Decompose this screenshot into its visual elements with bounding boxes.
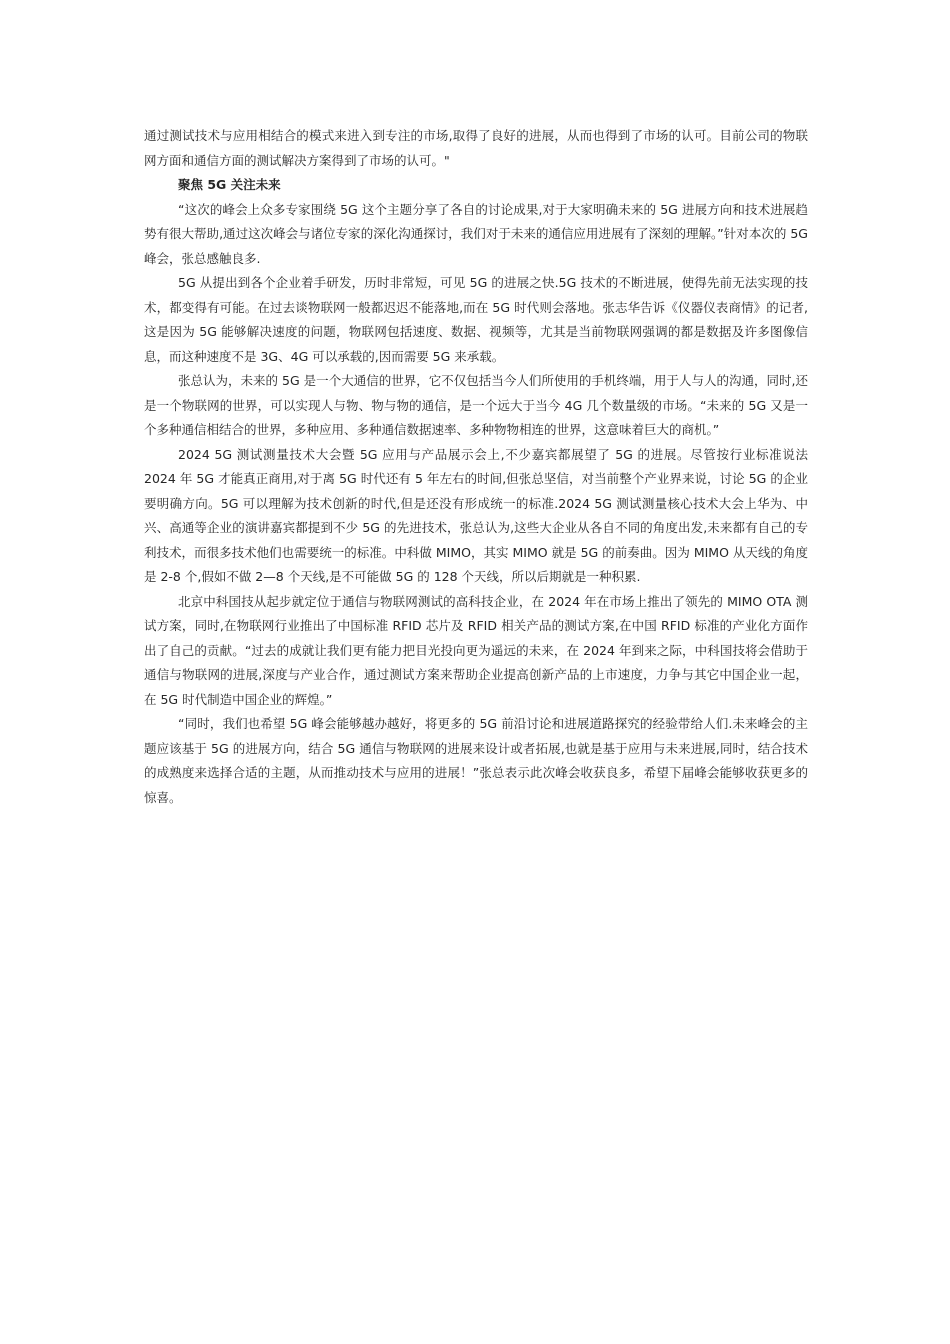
paragraph-summit-reflection: “这次的峰会上众多专家围绕 5G 这个主题分享了各自的讨论成果,对于大家明确未来的 5G 进展方向和技术进展趋势有很大帮助,通过这次峰会与诸位专家的深化沟通探讨，我们对于未来的通信应用进展有了深刻的理解。”针对本次的 5G 峰会，张总感触良多. xyxy=(144,201,808,266)
paragraph-company-profile: 北京中科国技从起步就定位于通信与物联网测试的高科技企业，在 2024 年在市场上推出了领先的 MIMO OTA 测试方案，同时,在物联网行业推出了中国标准 RFID 芯片及 RFID 相关产品的测试方案,在中国 RFID 标准的产业化方面作出了自己的贡献。“过去的成就让我们更有能力把目光投向更为遥远的未来，在 2024 年到来之际，中科国技将会借助于通信与物联网的进展,深度与产业合作，通过测试方案来帮助企业提高创新产品的上市速度，力争与其它中国企业一起，在 5G 时代制造中国企业的辉煌。” xyxy=(144,593,808,707)
section-heading: 聚焦 5G 关注未来 xyxy=(178,177,281,192)
intro-paragraph: 通过测试技术与应用相结合的模式来进入到专注的市场,取得了良好的进展，从而也得到了市场的认可。目前公司的物联网方面和通信方面的测试解决方案得到了市场的认可。" xyxy=(144,128,808,168)
paragraph-5g-world: 张总认为，未来的 5G 是一个大通信的世界，它不仅包括当今人们所使用的手机终端，用于人与人的沟通，同时,还是一个物联网的世界，可以实现人与物、物与物的通信，是一个远大于当今 4G 几个数量级的市场。“未来的 5G 又是一个多种通信相结合的世界，多种应用、多种通信数据速率、多种物物相连的世界，这意味着巨大的商机。” xyxy=(144,373,808,437)
paragraph-2024-conference: 2024 5G 测试测量技术大会暨 5G 应用与产品展示会上,不少嘉宾都展望了 5G 的进展。尽管按行业标准说法 2024 年 5G 才能真正商用,对于离 5G 时代还有 5 年左右的时间,但张总坚信，对当前整个产业界来说，讨论 5G 的企业要明确方向。5G 可以理解为技术创新的时代,但是还没有形成统一的标准.2024 5G 测试测量核心技术大会上华为、中兴、高通等企业的演讲嘉宾都提到不少 5G 的先进技术，张总认为,这些大企业从各自不同的角度出发,未来都有自己的专利技术，而很多技术他们也需要统一的标准。中科做 MIMO，其实 MIMO 就是 5G 的前奏曲。因为 MIMO 从天线的角度是 2-8 个,假如不做 2—8 个天线,是不可能做 5G 的 128 个天线，所以后期就是一种积累. xyxy=(144,446,808,584)
paragraph-5g-development: 5G 从提出到各个企业着手研发，历时非常短，可见 5G 的进展之快.5G 技术的不断进展，使得先前无法实现的技术，都变得有可能。在过去谈物联网一般都迟迟不能落地,而在 5G 时代则会落地。张志华告诉《仪器仪表商情》的记者,这是因为 5G 能够解决速度的问题，物联网包括速度、数据、视频等，尤其是当前物联网强调的都是数据及许多图像信息，而这种速度不是 3G、4G 可以承载的,因而需要 5G 来承载。 xyxy=(144,275,808,364)
article-body xyxy=(144,124,808,810)
paragraph-future-hopes: “同时，我们也希望 5G 峰会能够越办越好，将更多的 5G 前沿讨论和进展道路探究的经验带给人们.未来峰会的主题应该基于 5G 的进展方向，结合 5G 通信与物联网的进展来设计或者拓展,也就是基于应用与未来进展,同时，结合技术的成熟度来选择合适的主题，从而推动技术与应用的进展！”张总表示此次峰会收获良多，希望下届峰会能够收获更多的惊喜。 xyxy=(144,716,808,805)
